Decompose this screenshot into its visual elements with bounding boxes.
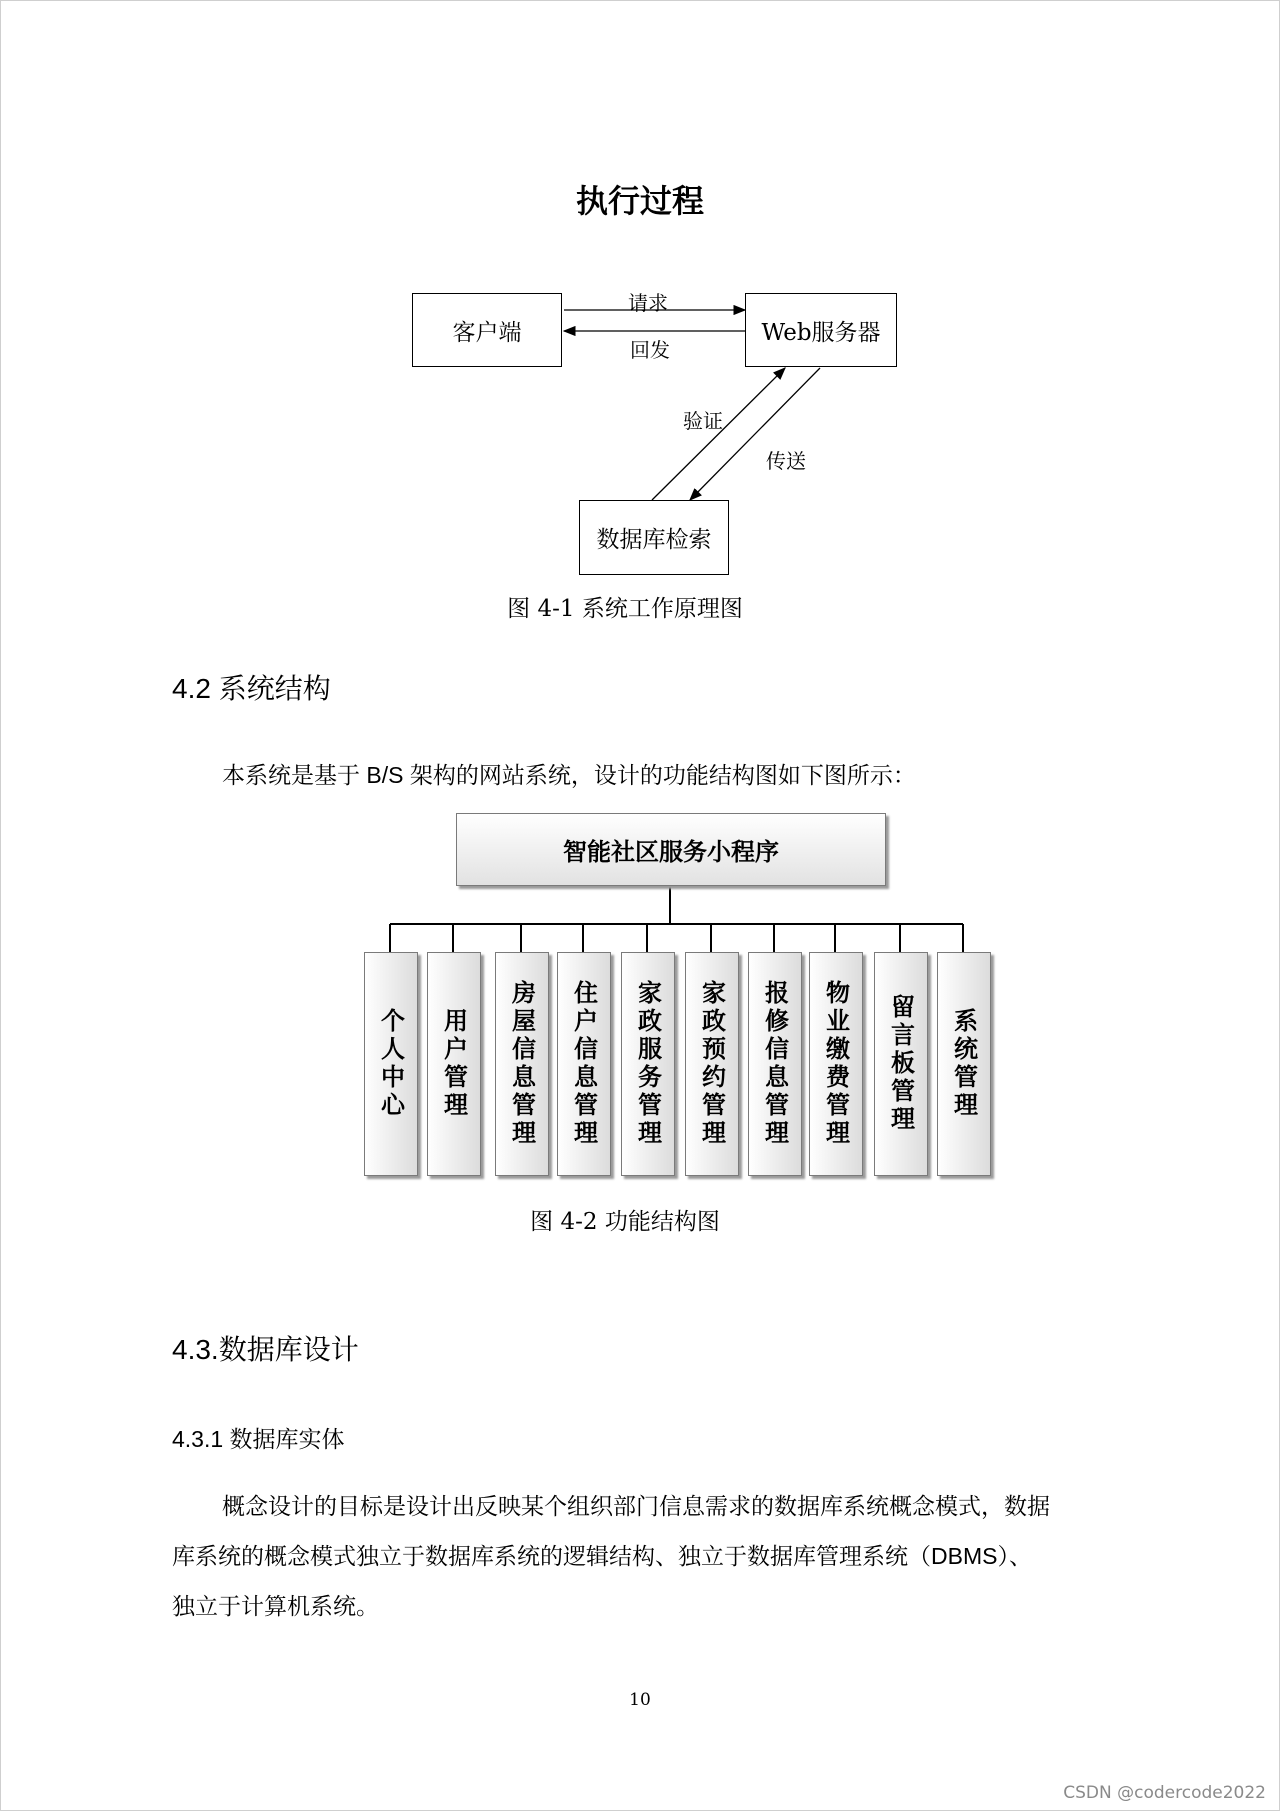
module-label: 家政预约管理 bbox=[697, 980, 726, 1148]
module-message-board-management bbox=[874, 952, 928, 1176]
paragraph-line-2: 库系统的概念模式独立于数据库系统的逻辑结构、独立于数据库管理系统（DBMS）、 bbox=[172, 1543, 1032, 1569]
web-server-node: Web服务器 bbox=[745, 293, 897, 367]
module-label: 家政服务管理 bbox=[633, 980, 662, 1148]
module-label: 系统管理 bbox=[949, 1008, 978, 1120]
module-property-fee-management bbox=[809, 952, 863, 1176]
section-4-2-heading: 4.2 系统结构 bbox=[172, 673, 331, 704]
module-repair-info-management bbox=[748, 952, 802, 1176]
section-4-3-1-heading: 4.3.1 数据库实体 bbox=[172, 1426, 345, 1452]
section-4-2-paragraph: 本系统是基于 B/S 架构的网站系统，设计的功能结构图如下图所示： bbox=[222, 762, 916, 788]
module-house-info-management bbox=[495, 952, 549, 1176]
figure2-caption: 图 4-2 功能结构图 bbox=[530, 1209, 720, 1235]
module-label: 个人中心 bbox=[376, 1008, 405, 1120]
figure1-caption: 图 4-1 系统工作原理图 bbox=[507, 596, 743, 622]
module-system-management bbox=[937, 952, 991, 1176]
section-4-3-heading: 4.3.数据库设计 bbox=[172, 1334, 359, 1365]
edge-transfer-label: 传送 bbox=[766, 449, 806, 473]
client-node: 客户端 bbox=[412, 293, 562, 367]
module-label: 住户信息管理 bbox=[569, 980, 598, 1148]
paragraph-line-3: 独立于计算机系统。 bbox=[172, 1593, 379, 1619]
module-label: 用户管理 bbox=[439, 1008, 468, 1120]
figure1-title: 执行过程 bbox=[575, 182, 704, 220]
module-resident-info-management bbox=[557, 952, 611, 1176]
module-label: 房屋信息管理 bbox=[507, 980, 536, 1148]
module-label: 物业缴费管理 bbox=[821, 980, 850, 1148]
module-label: 留言板管理 bbox=[886, 994, 915, 1134]
edge-verify-label: 验证 bbox=[683, 409, 723, 433]
figure2-root-node: 智能社区服务小程序 bbox=[456, 813, 886, 886]
module-housekeeping-service-management bbox=[621, 952, 675, 1176]
page-number: 10 bbox=[629, 1690, 651, 1710]
module-user-management bbox=[427, 952, 481, 1176]
edge-request-label: 请求 bbox=[628, 291, 668, 315]
module-personal-center bbox=[364, 952, 418, 1176]
module-label: 报修信息管理 bbox=[760, 980, 789, 1148]
module-housekeeping-booking-management bbox=[685, 952, 739, 1176]
paragraph-line-1: 概念设计的目标是设计出反映某个组织部门信息需求的数据库系统概念模式，数据 bbox=[222, 1493, 1050, 1519]
database-node: 数据库检索 bbox=[579, 500, 729, 575]
edge-reply-label: 回发 bbox=[630, 338, 670, 362]
csdn-watermark: CSDN @codercode2022 bbox=[1063, 1783, 1266, 1803]
